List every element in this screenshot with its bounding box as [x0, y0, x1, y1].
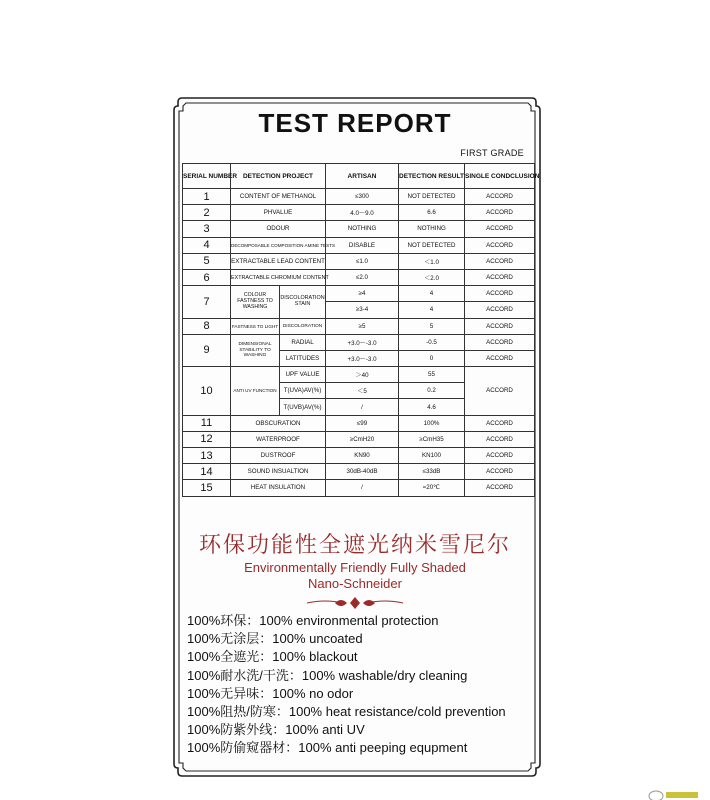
artisan-cell: ≥4	[326, 286, 399, 302]
serial-cell: 15	[183, 480, 231, 496]
serial-cell: 12	[183, 431, 231, 447]
artisan-cell: KN90	[326, 448, 399, 464]
result-cell: KN100	[399, 448, 465, 464]
conclusion-cell: ACCORD	[465, 318, 535, 334]
conclusion-cell: ACCORD	[465, 221, 535, 237]
result-cell: 4	[399, 302, 465, 318]
result-cell: 4	[399, 286, 465, 302]
result-cell: NOTHING	[399, 221, 465, 237]
result-cell: 5	[399, 318, 465, 334]
conclusion-cell: ACCORD	[465, 350, 535, 366]
flourish-divider-icon	[305, 595, 405, 611]
artisan-cell: ≥3-4	[326, 302, 399, 318]
table-row	[183, 448, 535, 464]
serial-cell: 8	[183, 318, 231, 334]
chinese-product-title: 环保功能性全遮光纳米雪尼尔	[198, 533, 511, 558]
serial-cell: 9	[183, 334, 231, 366]
table-row	[183, 464, 535, 480]
conclusion-cell: ACCORD	[465, 334, 535, 350]
project-cell: EXTRACTABLE LEAD CONTENT	[231, 253, 326, 269]
project-cell: PHVALUE	[231, 205, 326, 221]
subproject-cell: DISCOLORATION STAIN	[280, 286, 326, 318]
subproject-cell: T(UVA)AV(%)	[280, 383, 326, 399]
english-title-line-2: Nano-Schneider	[308, 576, 402, 591]
result-cell: 6.6	[399, 205, 465, 221]
table-row	[183, 205, 535, 221]
conclusion-cell: ACCORD	[465, 237, 535, 253]
conclusion-cell: ACCORD	[465, 286, 535, 302]
test-results-table	[182, 163, 540, 497]
artisan-cell: +3.0～-3.0	[326, 334, 399, 350]
artisan-cell: ≤2.0	[326, 269, 399, 285]
english-product-title	[0, 560, 710, 592]
serial-cell: 6	[183, 269, 231, 285]
table-row	[183, 318, 535, 334]
result-cell: ≈20℃	[399, 480, 465, 496]
result-cell: -0.5	[399, 334, 465, 350]
artisan-cell: 30dB-40dB	[326, 464, 399, 480]
table-row	[183, 367, 535, 383]
serial-cell: 4	[183, 237, 231, 253]
conclusion-cell: ACCORD	[465, 448, 535, 464]
result-cell: ≥CmH35	[399, 431, 465, 447]
conclusion-cell: ACCORD	[465, 205, 535, 221]
header-project: DETECTION PROJECT	[231, 164, 326, 189]
table-row	[183, 431, 535, 447]
result-cell: 0	[399, 350, 465, 366]
conclusion-cell: ACCORD	[465, 464, 535, 480]
project-cell: WATERPROOF	[231, 431, 326, 447]
feature-item: 100%无涂层：100% uncoated	[187, 631, 363, 647]
project-cell: OBSCURATION	[231, 415, 326, 431]
serial-cell: 10	[183, 367, 231, 416]
project-cell: DECOMPOSABLE COMPOSITION AMINE TESTS	[231, 237, 326, 253]
artisan-cell: ≥CmH20	[326, 431, 399, 447]
artisan-cell: +3.0～-3.0	[326, 350, 399, 366]
table-row	[183, 415, 535, 431]
table-row	[183, 189, 535, 205]
artisan-cell: /	[326, 399, 399, 415]
table-row	[183, 237, 535, 253]
header-serial: SERIAL NUMBER	[183, 164, 231, 189]
conclusion-cell: ACCORD	[465, 367, 535, 416]
subproject-cell: T(UVB)AV(%)	[280, 399, 326, 415]
header-artisan: ARTISAN	[326, 164, 399, 189]
watermark-badge-icon	[648, 788, 700, 798]
project-cell: ODOUR	[231, 221, 326, 237]
result-cell: 0.2	[399, 383, 465, 399]
project-cell: FASTNESS TO LIGHT	[231, 318, 280, 334]
serial-cell: 5	[183, 253, 231, 269]
artisan-cell: ＜5	[326, 383, 399, 399]
table-row	[183, 286, 535, 302]
artisan-cell: ≤1.0	[326, 253, 399, 269]
result-cell: 4.6	[399, 399, 465, 415]
conclusion-cell: ACCORD	[465, 431, 535, 447]
feature-item: 100%耐水洗/干洗：100% washable/dry cleaning	[187, 667, 468, 683]
serial-cell: 3	[183, 221, 231, 237]
table-row	[183, 221, 535, 237]
conclusion-cell: ACCORD	[465, 415, 535, 431]
project-cell: EXTRACTABLE CHROMIUM CONTENT	[231, 269, 326, 285]
result-cell: NOT DETECTED	[399, 189, 465, 205]
result-cell: NOT DETECTED	[399, 237, 465, 253]
artisan-cell: DISABLE	[326, 237, 399, 253]
report-title: TEST REPORT	[258, 108, 452, 138]
artisan-cell: ≥5	[326, 318, 399, 334]
feature-item: 100%阻热/防寒：100% heat resistance/cold prevention	[187, 704, 506, 720]
serial-cell: 7	[183, 286, 231, 318]
feature-item: 100%全遮光：100% blackout	[187, 649, 358, 665]
artisan-cell: /	[326, 480, 399, 496]
header-result: DETECTION RESULT	[399, 164, 465, 189]
project-cell: CONTENT OF METHANOL	[231, 189, 326, 205]
feature-item: 100%防紫外线：100% anti UV	[187, 722, 365, 738]
serial-cell: 11	[183, 415, 231, 431]
project-cell: DIMENSIONAL STABILITY TO WASHING	[231, 334, 280, 366]
table-row	[183, 269, 535, 285]
feature-list	[187, 612, 506, 758]
grade-label: FIRST GRADE	[460, 148, 524, 158]
english-title-line-1: Environmentally Friendly Fully Shaded	[244, 560, 466, 575]
result-cell: ＜2.0	[399, 269, 465, 285]
subproject-cell: LATITUDES	[280, 350, 326, 366]
result-cell: 55	[399, 367, 465, 383]
feature-item: 100%防偷窥器材：100% anti peeping equpment	[187, 740, 468, 756]
artisan-cell: ≤300	[326, 189, 399, 205]
subproject-cell: RADIAL	[280, 334, 326, 350]
subproject-cell: DISCOLORATION	[280, 318, 326, 334]
project-cell: HEAT INSULATION	[231, 480, 326, 496]
feature-item: 100%环保：100% environmental protection	[187, 613, 439, 628]
result-cell: 100%	[399, 415, 465, 431]
project-cell: SOUND INSUALTION	[231, 464, 326, 480]
artisan-cell: ≤99	[326, 415, 399, 431]
project-cell: COLOUR FASTNESS TO WASHING	[231, 286, 280, 318]
serial-cell: 13	[183, 448, 231, 464]
subproject-cell: UPF VALUE	[280, 367, 326, 383]
project-cell: ANTI UV FUNCTION	[231, 367, 280, 416]
table-row	[183, 253, 535, 269]
artisan-cell: ＞40	[326, 367, 399, 383]
conclusion-cell: ACCORD	[465, 253, 535, 269]
serial-cell: 2	[183, 205, 231, 221]
conclusion-cell: ACCORD	[465, 480, 535, 496]
serial-cell: 14	[183, 464, 231, 480]
feature-item: 100%无异味：100% no odor	[187, 685, 354, 701]
conclusion-cell: ACCORD	[465, 269, 535, 285]
table-header-row	[183, 164, 535, 189]
result-cell: ≤33dB	[399, 464, 465, 480]
result-cell: ＜1.0	[399, 253, 465, 269]
table-row	[183, 480, 535, 496]
header-conclusion: SINGLE CONDCLUSION	[465, 164, 535, 189]
serial-cell: 1	[183, 189, 231, 205]
table-row	[183, 334, 535, 350]
project-cell: DUSTROOF	[231, 448, 326, 464]
conclusion-cell: ACCORD	[465, 302, 535, 318]
artisan-cell: 4.0～9.0	[326, 205, 399, 221]
artisan-cell: NOTHING	[326, 221, 399, 237]
conclusion-cell: ACCORD	[465, 189, 535, 205]
